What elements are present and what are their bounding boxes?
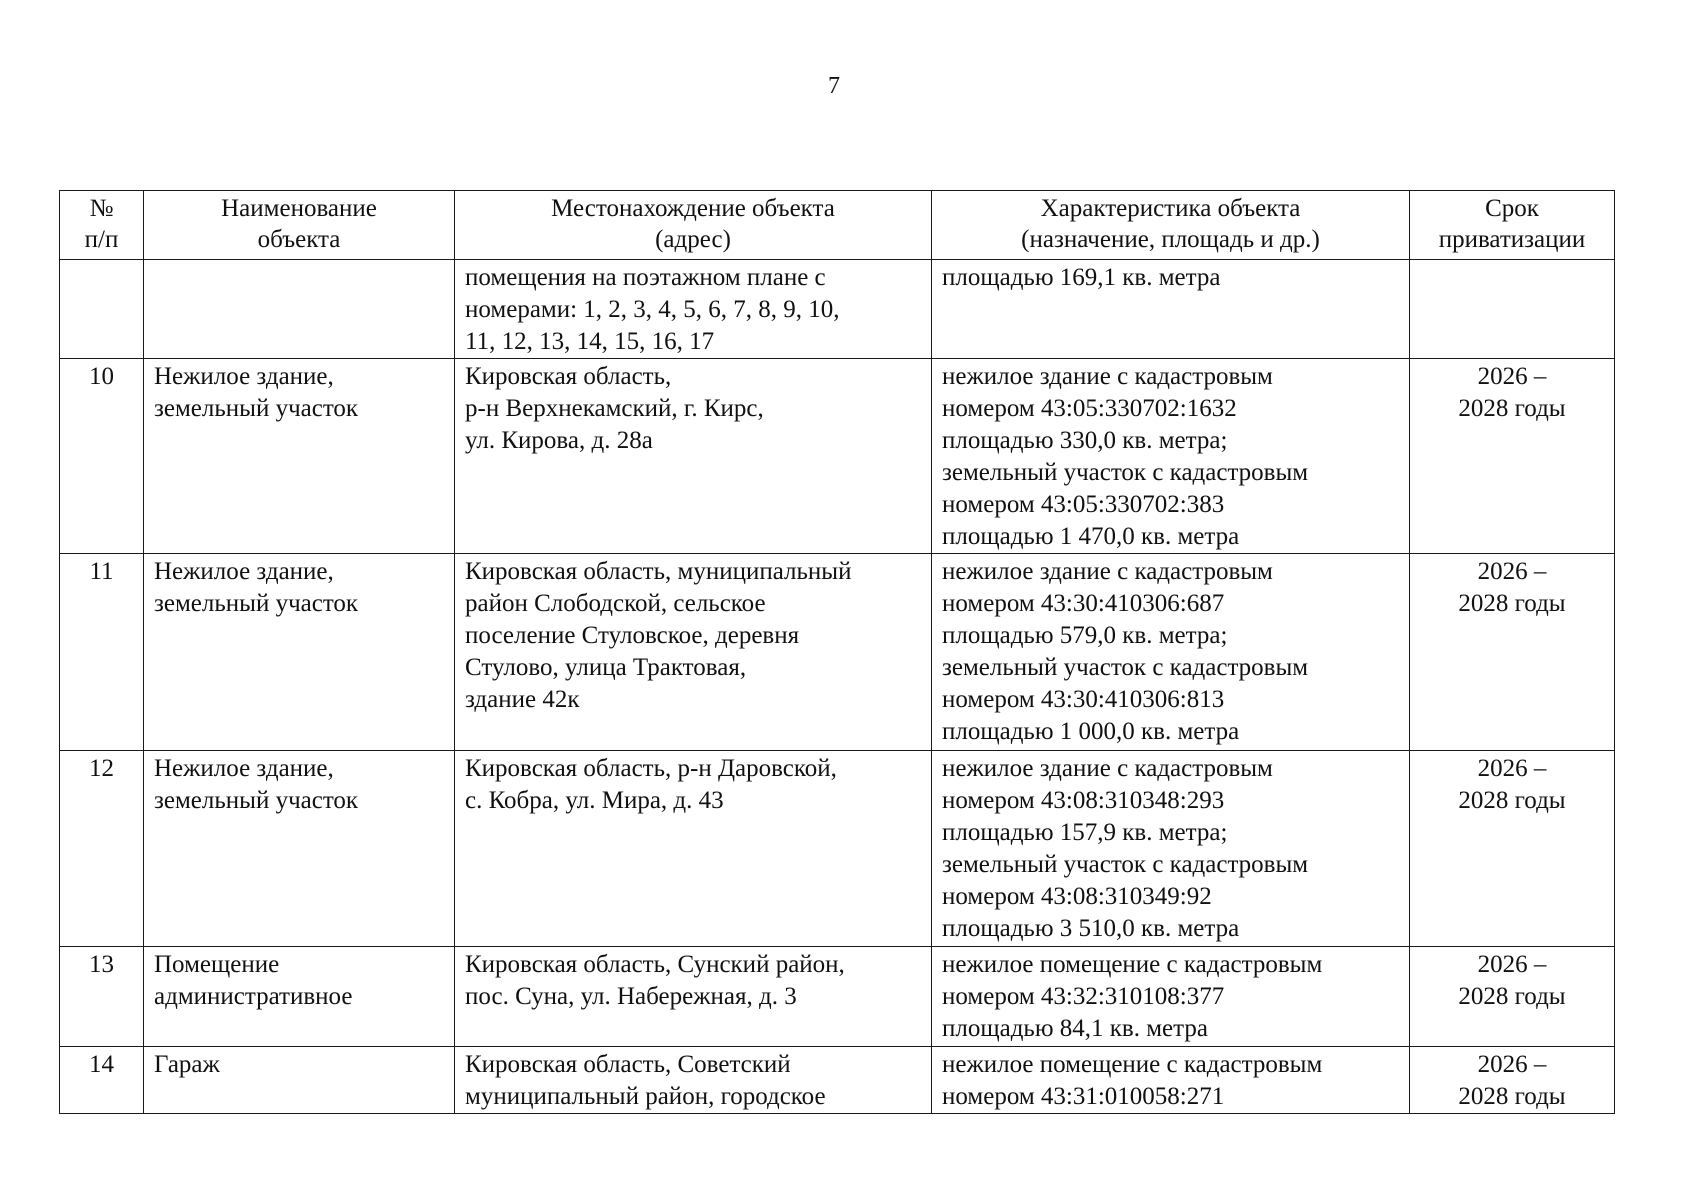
cell-characteristics: площадью 169,1 кв. метра: [932, 260, 1410, 359]
cell-address: Кировская область, р-н Верхнекамский, г. Кирс, ул. Кирова, д. 28а: [455, 359, 932, 554]
header-num: № п/п: [60, 191, 144, 260]
cell-num: 10: [60, 359, 144, 554]
header-term: Срок приватизации: [1410, 191, 1615, 260]
cell-term: [1410, 260, 1615, 359]
cell-name: Нежилое здание, земельный участок: [144, 554, 455, 751]
cell-term: 2026 – 2028 годы: [1410, 751, 1615, 947]
table-row: [60, 1047, 1615, 1114]
cell-name: [144, 260, 455, 359]
cell-term: 2026 – 2028 годы: [1410, 947, 1615, 1047]
cell-characteristics: нежилое здание с кадастровым номером 43:30:410306:687 площадью 579,0 кв. метра; земельный участок с кадастровым номером 43:30:410306:813 площадью 1 000,0 кв. метра: [932, 554, 1410, 751]
cell-address: Кировская область, Советский муниципальный район, городское: [455, 1047, 932, 1114]
cell-term: 2026 – 2028 годы: [1410, 1047, 1615, 1114]
cell-address: Кировская область, Сунский район, пос. Суна, ул. Набережная, д. 3: [455, 947, 932, 1047]
table-row: [60, 359, 1615, 554]
table-header: [60, 191, 1615, 260]
header-row: [60, 191, 1615, 260]
cell-name: Гараж: [144, 1047, 455, 1114]
cell-address: Кировская область, р-н Даровской, с. Кобра, ул. Мира, д. 43: [455, 751, 932, 947]
cell-name: Нежилое здание, земельный участок: [144, 359, 455, 554]
header-characteristics: Характеристика объекта (назначение, площадь и др.): [932, 191, 1410, 260]
cell-characteristics: нежилое здание с кадастровым номером 43:05:330702:1632 площадью 330,0 кв. метра; земельный участок с кадастровым номером 43:05:330702:383 площадью 1 470,0 кв. метра: [932, 359, 1410, 554]
cell-num: 13: [60, 947, 144, 1047]
table-row: [60, 751, 1615, 947]
cell-address: помещения на поэтажном плане с номерами: 1, 2, 3, 4, 5, 6, 7, 8, 9, 10, 11, 12, 13, 14, 15, 16, 17: [455, 260, 932, 359]
header-name: Наименование объекта: [144, 191, 455, 260]
header-address: Местонахождение объекта (адрес): [455, 191, 932, 260]
cell-num: [60, 260, 144, 359]
cell-term: 2026 – 2028 годы: [1410, 359, 1615, 554]
table-body: [60, 260, 1615, 1114]
privatization-table: [59, 190, 1615, 1114]
cell-characteristics: нежилое здание с кадастровым номером 43:08:310348:293 площадью 157,9 кв. метра; земельный участок с кадастровым номером 43:08:310349:92 площадью 3 510,0 кв. метра: [932, 751, 1410, 947]
cell-num: 14: [60, 1047, 144, 1114]
table-row: [60, 260, 1615, 359]
cell-name: Помещение административное: [144, 947, 455, 1047]
table-row: [60, 947, 1615, 1047]
page-number: 7: [828, 73, 840, 99]
cell-name: Нежилое здание, земельный участок: [144, 751, 455, 947]
cell-term: 2026 – 2028 годы: [1410, 554, 1615, 751]
cell-address: Кировская область, муниципальный район Слободской, сельское поселение Стуловское, деревня Стулово, улица Трактовая, здание 42к: [455, 554, 932, 751]
cell-num: 11: [60, 554, 144, 751]
cell-characteristics: нежилое помещение с кадастровым номером 43:32:310108:377 площадью 84,1 кв. метра: [932, 947, 1410, 1047]
table-row: [60, 554, 1615, 751]
cell-characteristics: нежилое помещение с кадастровым номером 43:31:010058:271: [932, 1047, 1410, 1114]
cell-num: 12: [60, 751, 144, 947]
